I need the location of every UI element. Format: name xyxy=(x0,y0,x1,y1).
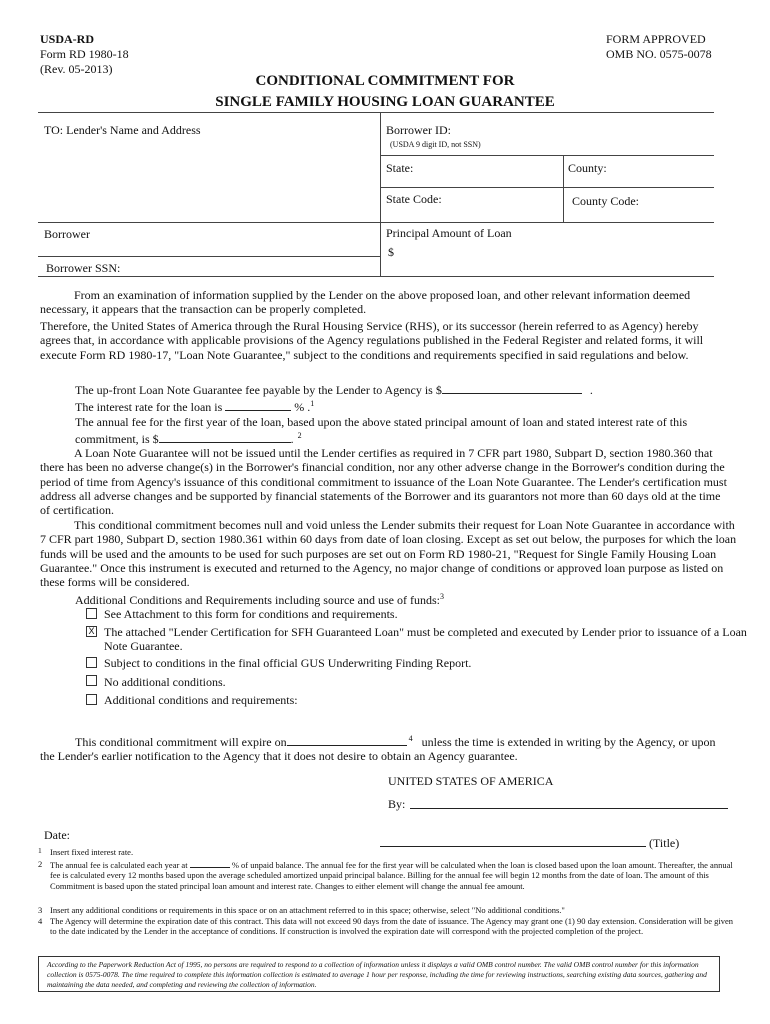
additional-conditions-heading: Additional Conditions and Requirements including source and use of funds:$^3$ xyxy=(75,592,444,607)
annual-fee-input[interactable] xyxy=(159,430,291,443)
header-rule xyxy=(38,112,714,113)
signature-line[interactable] xyxy=(410,808,728,809)
condition-checkbox-gus[interactable] xyxy=(86,657,97,668)
condition-label-gus: Subject to conditions in the final official GUS Underwriting Finding Report. xyxy=(104,656,472,670)
footnote-ref-1: 1 xyxy=(310,399,315,408)
condition-label-additional: Additional conditions and requirements: xyxy=(104,693,298,707)
upfront-fee-period: . xyxy=(589,383,593,397)
form-approved: FORM APPROVED xyxy=(606,32,706,46)
borrower-field[interactable]: Borrower xyxy=(44,227,90,241)
agency-label: USDA-RD xyxy=(40,32,94,46)
interest-rate-percent: % . xyxy=(294,400,311,414)
state-field[interactable]: State: xyxy=(386,161,414,175)
omb-number: OMB NO. 0575-0078 xyxy=(606,47,712,61)
paperwork-reduction-notice: According to the Paperwork Reduction Act of 1995, no persons are required to respond to a collection of information unless it displays a valid OMB control number. The valid OMB control number for this information collection is 0575-0078. The time required to complete this information collection is estimated to average 1 hour per response, including the time for reviewing instructions, searching existing data sources, gathering and maintaining the data needed, and completing and reviewing the collection of information. xyxy=(38,956,720,992)
lender-name-address-field[interactable]: TO: Lender's Name and Address xyxy=(44,123,201,137)
grid-rule xyxy=(38,222,714,223)
condition-checkbox-additional[interactable] xyxy=(86,694,97,705)
footnote-1: Insert fixed interest rate. xyxy=(50,847,134,857)
grid-rule xyxy=(381,155,714,156)
annual-fee-line1: The annual fee for the first year of the loan, based upon the above stated principal amount of loan and stated interest rate of this xyxy=(75,415,688,429)
annual-fee-label: commitment, is $ xyxy=(75,432,159,446)
state-code-field[interactable]: State Code: xyxy=(386,192,442,206)
revision-date: (Rev. 05-2013) xyxy=(40,62,113,76)
date-field[interactable]: Date: xyxy=(44,828,70,842)
grid-divider xyxy=(380,113,381,277)
expiration-line2: the Lender's earlier notification to the Agency that it does not desire to obtain an Agency guarantee. xyxy=(40,749,518,763)
condition-label-lender-certification: The attached "Lender Certification for SFH Guaranteed Loan" must be completed and executed by Lender prior to issuance of a Loan Note Guarantee. xyxy=(104,625,747,654)
grid-divider xyxy=(563,156,564,222)
footnote-3: Insert any additional conditions or requirements in this space or on an attachment referred to in this space; otherwise, select "No additional conditions." xyxy=(50,905,565,915)
borrower-id-field[interactable]: Borrower ID: xyxy=(386,123,451,137)
footnote-ref-3: 3 xyxy=(439,592,444,601)
annual-fee-period: . xyxy=(290,432,294,446)
borrower-ssn-field[interactable]: Borrower SSN: xyxy=(46,261,121,275)
expiration-date-input[interactable] xyxy=(287,733,407,746)
county-field[interactable]: County: xyxy=(568,161,607,175)
grid-rule xyxy=(38,276,714,277)
title-label: (Title) xyxy=(649,836,680,850)
footnote-number-2: 2 xyxy=(38,859,43,869)
annual-fee-rate-input[interactable] xyxy=(190,859,230,868)
footnote-ref-2: 2 xyxy=(297,431,302,440)
page-title-line1: CONDITIONAL COMMITMENT FOR xyxy=(255,73,515,89)
principal-amount-field[interactable]: Principal Amount of Loan xyxy=(386,226,512,240)
expiration-extension-text: unless the time is extended in writing by the Agency, or upon xyxy=(421,735,716,749)
by-label: By: xyxy=(388,797,406,811)
paragraph-null-void: This conditional commitment becomes null and void unless the Lender submits their request for Loan Note Guarantee in accordance with 7 CFR part 1980, Subpart D, section 1980.361 within 60 days from date of loan closing. Except as set out below, the purposes for which the loan funds will be used and the amounts to be used for such purposes are set out on Form RD 1980-21, "Request for Single Family Housing Loan Guarantee." Once this instrument is executed and returned to the Agency, no major change of conditions or approved loan purpose as listed on these forms will be considered. xyxy=(40,518,737,590)
grid-rule xyxy=(38,256,380,257)
form-number: Form RD 1980-18 xyxy=(40,47,129,61)
footnote-number-3: 3 xyxy=(38,905,43,915)
footnote-ref-4: 4 xyxy=(408,734,413,743)
paragraph-adverse-change: A Loan Note Guarantee will not be issued until the Lender certifies as required in 7 CFR part 1980, Subpart D, section 1980.360 that there has been no adverse change(s) in the Borrower's financial condition, nor any other adverse change in the Borrower's condition during the period of time from Agency's issuance of this conditional commitment to issuance of the Loan Note Guarantee. The Lender's certification must address all adverse changes and be supported by financial statements of the Borrower and its guarantors not more than 60 days old at the time of certification. xyxy=(40,446,727,518)
upfront-fee-line xyxy=(75,381,593,397)
page-title-line2: SINGLE FAMILY HOUSING LOAN GUARANTEE xyxy=(215,94,555,110)
condition-checkbox-none[interactable] xyxy=(86,675,97,686)
principal-dollar-sign: $ xyxy=(388,245,394,259)
annual-fee-line2 xyxy=(75,430,302,446)
footnote-4: The Agency will determine the expiration date of this contract. This data will not exceed 90 days from the date of issuance. The Agency may grant one (1) 90 day extension. Consideration will be given to the date indicated by the Lender in the acceptance of conditions. If construction is involved the expiration date will correspond with the projected completion of the project. xyxy=(50,916,734,937)
condition-checkbox-lender-certification[interactable]: X xyxy=(86,626,97,637)
paragraph-agreement: Therefore, the United States of America through the Rural Housing Service (RHS), or its successor (herein referred to as Agency) hereby agrees that, in accordance with applicable provisions of the Agency regulations published in the Federal Register and related forms, it will execute Form RD 1980-17, "Loan Note Guarantee," subject to the conditions and requirements specified in said regulations and below. xyxy=(40,319,704,362)
footnote-2: The annual fee is calculated each year at % of unpaid balance. The annual fee for the first year will be calculated when the loan is closed based upon the loan amount. Thereafter, the annual fee is calculated every 12 months based upon the average scheduled amortized unpaid principal balance. Billing for the annual fee will begin 12 months from the date of loan. The amount of this Commitment is based upon the stated principal loan amount and interest rate. Changes to either element will change the annual fee amount. xyxy=(50,860,733,891)
upfront-fee-input[interactable] xyxy=(442,381,582,394)
county-code-field[interactable]: County Code: xyxy=(572,194,640,208)
grid-rule xyxy=(381,187,714,188)
interest-rate-label: The interest rate for the loan is xyxy=(75,400,223,414)
expiration-label: This conditional commitment will expire on xyxy=(75,735,287,749)
usa-label: UNITED STATES OF AMERICA xyxy=(388,774,554,788)
condition-label-attachment: See Attachment to this form for conditions and requirements. xyxy=(104,607,398,621)
footnote-number-1: 1 xyxy=(38,846,42,855)
expiration-line xyxy=(75,733,715,749)
borrower-id-note: (USDA 9 digit ID, not SSN) xyxy=(390,140,481,149)
footnote-number-4: 4 xyxy=(38,916,43,926)
condition-label-none: No additional conditions. xyxy=(104,675,226,689)
upfront-fee-label: The up-front Loan Note Guarantee fee payable by the Lender to Agency is $ xyxy=(75,383,442,397)
interest-rate-line xyxy=(75,398,314,414)
interest-rate-input[interactable] xyxy=(225,398,291,411)
condition-checkbox-attachment[interactable] xyxy=(86,608,97,619)
paragraph-examination: From an examination of information supplied by the Lender on the above proposed loan, and other relevant information deemed necessary, it appears that the transaction can be properly completed. xyxy=(40,288,691,317)
